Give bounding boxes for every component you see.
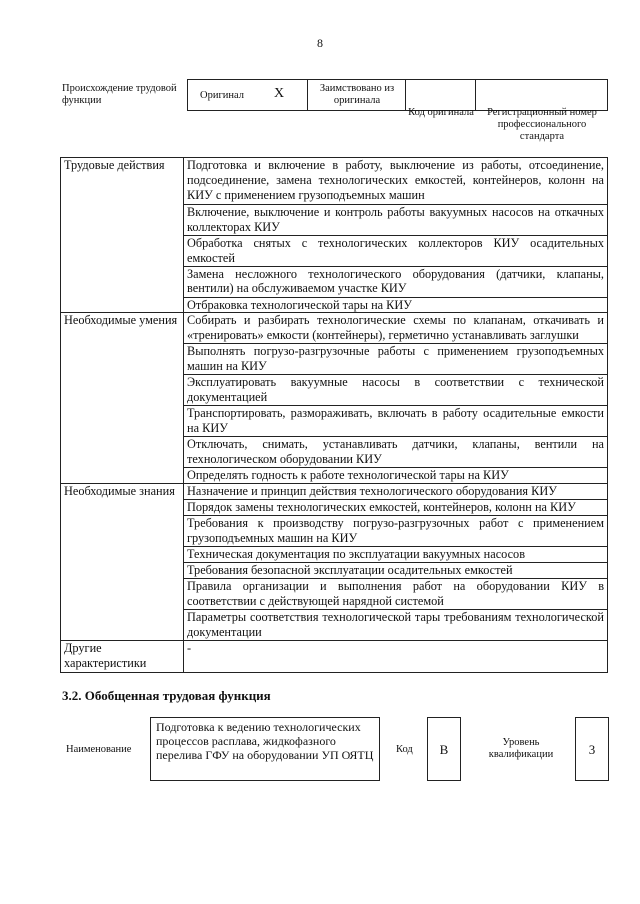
table-cell: Замена несложного технологического оборудования (датчики, клапаны, вентили) на обслуживаемом участке КИУ [184,266,608,297]
table-cell: - [184,640,608,672]
table-cell: Собирать и разбирать технологические схемы по клапанам, откачивать и «тренировать» емкости (контейнеры), герметично устанавливать заглушки [184,313,608,344]
origin-original-mark: X [274,86,285,101]
table-cell: Выполнять погрузо-разгрузочные работы с применением грузоподъемных машин на КИУ [184,344,608,375]
origin-code-label: Код оригинала [408,107,474,118]
code-label: Код [396,744,413,755]
origin-original-label: Оригинал [200,90,244,101]
table-cell: Эксплуатировать вакуумные насосы в соответствии с технической документацией [184,375,608,406]
code-value: B [439,742,449,757]
origin-borrowed-cell [307,79,406,111]
table-row [61,313,608,344]
table-cell: Техническая документация по эксплуатации вакуумных насосов [184,546,608,562]
function-table [60,157,608,673]
origin-label: Происхождение трудовой функции [62,83,177,106]
table-cell: Обработка снятых с технологических коллекторов КИУ осадительных емкостей [184,236,608,267]
page-number: 8 [317,36,323,50]
table-cell: Отбраковка технологической тары на КИУ [184,297,608,313]
name-label: Наименование [66,744,132,755]
table-cell: Подготовка и включение в работу, выключение из работы, отсоединение, подсоединение, замена технологических емкостей, контейнеров, колонн на КИУ с применением грузоподъемных машин [184,158,608,205]
table-cell: Требования к производству погрузо-разгрузочных работ с применением грузоподъемных машин на КИУ [184,515,608,546]
table-cell: Отключать, снимать, устанавливать датчики, клапаны, вентили на технологическом оборудовании КИУ [184,437,608,468]
origin-original-cell [187,79,308,111]
section-heading: 3.2. Обобщенная трудовая функция [62,688,271,703]
origin-reg-label: Регистрационный номер профессионального стандарта [487,107,597,142]
name-value-box [150,717,380,781]
origin-borrowed-label: Заимствовано из оригинала [319,83,395,106]
table-cell: Назначение и принцип действия технологического оборудования КИУ [184,484,608,500]
table-row [61,484,608,500]
level-value-box [575,717,609,781]
table-cell: Включение, выключение и контроль работы вакуумных насосов на откачных коллекторах КИУ [184,205,608,236]
table-cell: Параметры соответствия технологической тары требованиям технологической документации [184,609,608,640]
category-cell: Необходимые знания [61,484,184,641]
table-row [61,640,608,672]
name-value: Подготовка к ведению технологических процессов расплава, жидкофазного перелива ГФУ на оборудовании УП ОЯТЦ [156,720,374,762]
level-label: Уровень квалификации [488,737,554,760]
category-cell: Другие характеристики [61,640,184,672]
category-cell: Трудовые действия [61,158,184,313]
table-cell: Определять годность к работе технологической тары на КИУ [184,468,608,484]
level-value: 3 [588,742,596,757]
category-cell: Необходимые умения [61,313,184,484]
table-cell: Правила организации и выполнения работ на оборудовании КИУ в соответствии с действующей нарядной системой [184,578,608,609]
table-cell: Порядок замены технологических емкостей, контейнеров, колонн на КИУ [184,499,608,515]
table-cell: Требования безопасной эксплуатации осадительных емкостей [184,562,608,578]
table-cell: Транспортировать, размораживать, включать в работу осадительные емкости на КИУ [184,406,608,437]
code-value-box [427,717,461,781]
table-row [61,158,608,205]
